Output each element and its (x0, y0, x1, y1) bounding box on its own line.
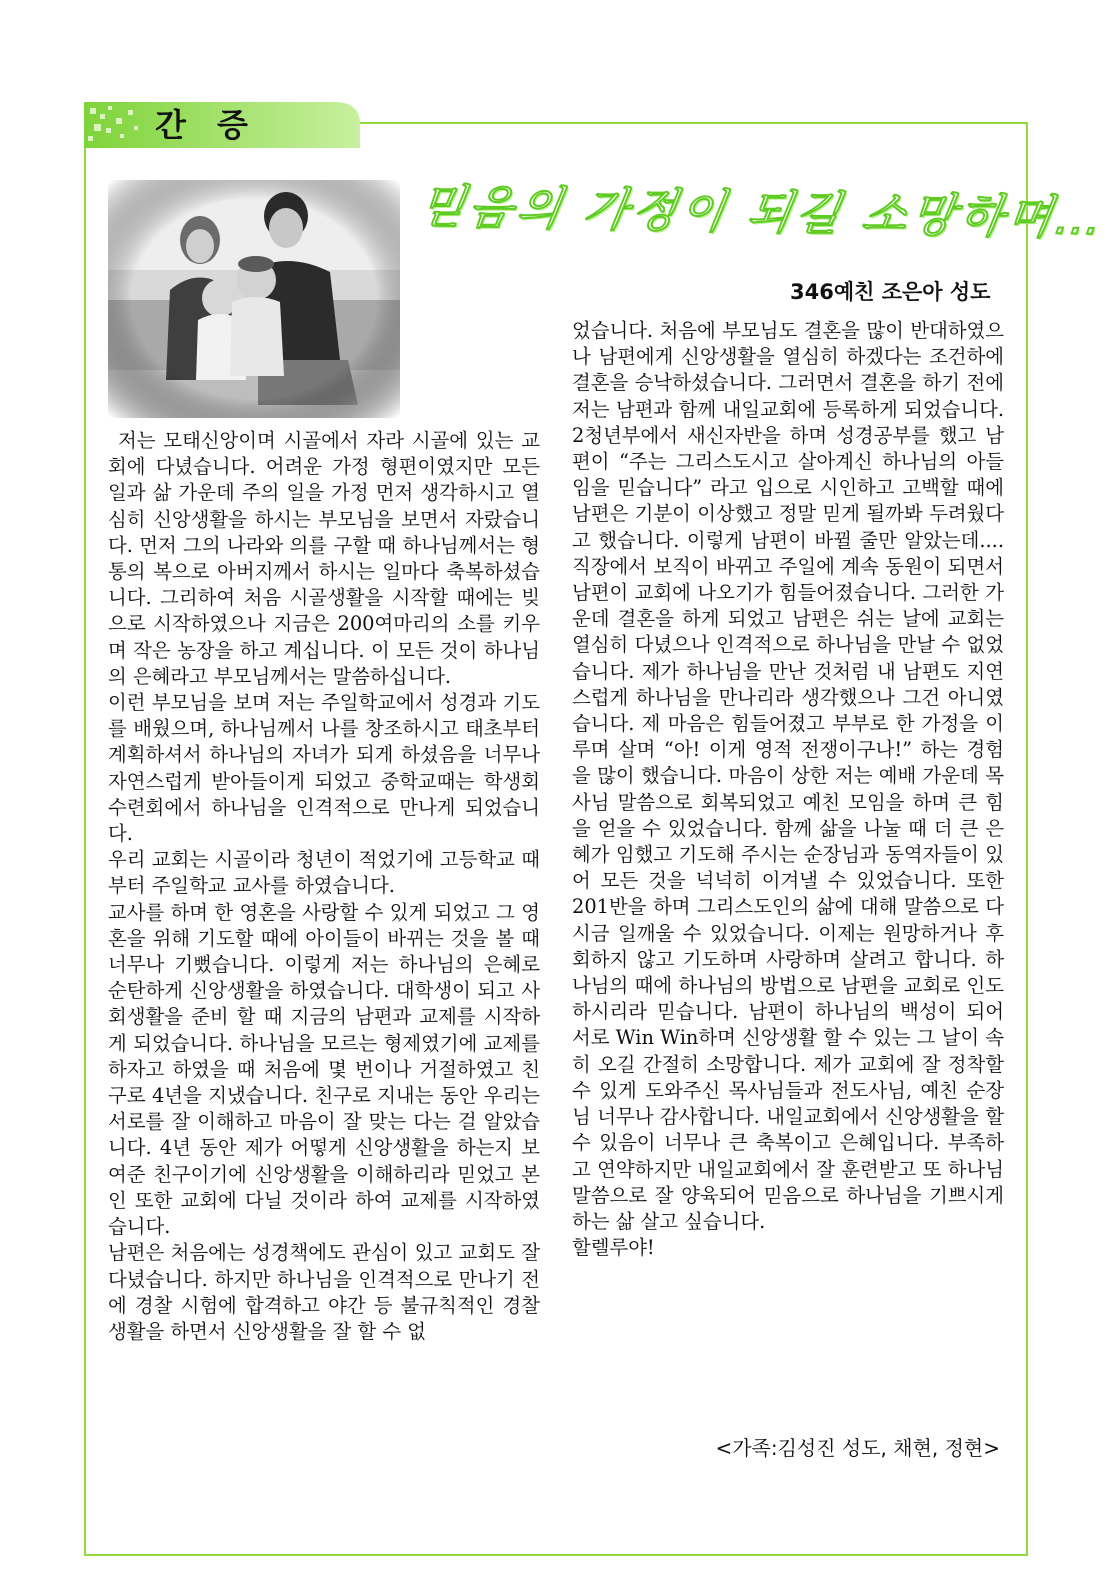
author-byline: 346예친 조은아 성도 (790, 280, 991, 304)
paragraph: 교사를 하며 한 영혼을 사랑할 수 있게 되었고 그 영혼을 위해 기도할 때에 아이들이 바뀌는 것을 볼 때 너무나 기뻤습니다. 이렇게 저는 하나님의 은혜로 순탄하게 신앙생활을 하였습니다. 대학생이 되고 사회생활을 준비 할 때 지금의 남편과 교제를 시작하게 되었습니다. 하나님을 모르는 형제였기에 교제를 하자고 하였을 때 처음에 몇 번이나 거절하였고 친구로 4년을 지냈습니다. 친구로 지내는 동안 우리는 서로를 잘 이해하고 마음이 잘 맞는 다는 걸 알았습니다. 4년 동안 제가 어떻게 신앙생활을 하는지 보여준 친구이기에 신앙생활을 이해하리라 믿었고 본인 또한 교회에 다닐 것이라 하여 교제를 시작하였습니다. (108, 900, 540, 1239)
paragraph: 이런 부모님을 보며 저는 주일학교에서 성경과 기도를 배웠으며, 하나님께서 나를 창조하시고 태초부터 계획하셔서 하나님의 자녀가 되게 하셨음을 너무나 자연스럽게 받아들이게 되었고 중학교때는 학생회 수련회에서 하나님을 인격적으로 만나게 되었습니다. (108, 691, 540, 846)
paragraph: 저는 모태신앙이며 시골에서 자라 시골에 있는 교회에 다녔습니다. 어려운 가정 형편이였지만 모든 일과 삶 가운데 주의 일을 가정 먼저 생각하시고 열심히 신앙생활을 하시는 부모님을 보면서 자랐습니다. 먼저 그의 나라와 의를 구할 때 하나님께서는 형통의 복으로 아버지께서 하시는 일마다 축복하셨습니다. 그리하여 처음 시골생활을 시작할 때에는 빚으로 시작하였으나 지금은 200여마리의 소를 키우며 작은 농장을 하고 계십니다. 이 모든 것이 하나님의 은혜라고 부모님께서는 말씀하십니다. (108, 429, 540, 688)
paragraph: 었습니다. 처음에 부모님도 결혼을 많이 반대하였으나 남편에게 신앙생활을 열심히 하겠다는 조건하에 결혼을 승낙하셨습니다. 그러면서 결혼을 하기 전에 저는 남편과 함께 내일교회에 등록하게 되었습니다. 2청년부에서 새신자반을 하며 성경공부를 했고 남편이 “주는 그리스도시고 살아계신 하나님의 아들임을 믿습니다” 라고 입으로 시인하고 고백할 때에 남편은 기분이 이상했고 정말 믿게 될까봐 두려웠다고 했습니다. 이렇게 남편이 바뀔 줄만 알았는데.... 직장에서 보직이 바뀌고 주일에 계속 동원이 되면서 남편이 교회에 나오기가 힘들어졌습니다. 그러한 가운데 결혼을 하게 되었고 남편은 쉬는 날에 교회는 열심히 다녔으나 인격적으로 하나님을 만날 수 없었습니다. 제가 하나님을 만난 것처럼 내 남편도 지연스럽게 하나님을 만나리라 생각했으나 그건 아니였습니다. 제 마음은 힘들어졌고 부부로 한 가정을 이루며 살며 “아! 이게 영적 전쟁이구나!” 하는 경험을 많이 했습니다. 마음이 상한 저는 예배 가운데 목사님 말씀으로 회복되었고 예친 모임을 하며 큰 힘을 얻을 수 있었습니다. 함께 삶을 나눌 때 더 큰 은혜가 임했고 기도해 주시는 순장님과 동역자들이 있어 모든 것을 넉넉히 이겨낼 수 있었습니다. 또한 201반을 하며 그리스도인의 삶에 대해 말씀으로 다시금 일깨울 수 있었습니다. 이제는 원망하거나 후회하지 않고 기도하며 사랑하며 살려고 합니다. 하나님의 때에 하나님의 방법으로 남편을 교회로 인도하시리라 믿습니다. 남편이 하나님의 백성이 되어 서로 Win Win하며 신앙생활 할 수 있는 그 날이 속히 오길 간절히 소망합니다. 제가 교회에 잘 정착할 수 있게 도와주신 목사님들과 전도사님, 예친 순장님 너무나 감사합니다. 내일교회에서 신앙생활을 할 수 있음이 너무나 큰 축복이고 은혜입니다. 부족하고 연약하지만 내일교회에서 잘 훈련받고 또 하나님 말씀으로 잘 양육되어 믿음으로 하나님을 기쁘시게 하는 삶 살고 싶습니다. (572, 319, 1004, 1233)
section-label: 간 증 (155, 106, 258, 144)
paragraph: 할렐루야! (572, 1236, 655, 1260)
paragraph: 우리 교회는 시골이라 청년이 적었기에 고등학교 때부터 주일학교 교사를 하였습니다. (108, 848, 540, 898)
article-headline: 믿음의 가정이 되길 소망하며… (416, 179, 1111, 245)
article-column-right (572, 318, 1004, 1261)
family-members-note: <가족:김성진 성도, 채현, 정현> (715, 1436, 1000, 1460)
family-photo-icon (108, 180, 400, 418)
paragraph: 남편은 처음에는 성경책에도 관심이 있고 교회도 잘 다녔습니다. 하지만 하나님을 인격적으로 만나기 전에 경찰 시험에 합격하고 야간 등 불규칙적인 경찰 생활을 하면서 신앙생활을 잘 할 수 없 (108, 1241, 540, 1343)
article-column-left (108, 428, 540, 1345)
